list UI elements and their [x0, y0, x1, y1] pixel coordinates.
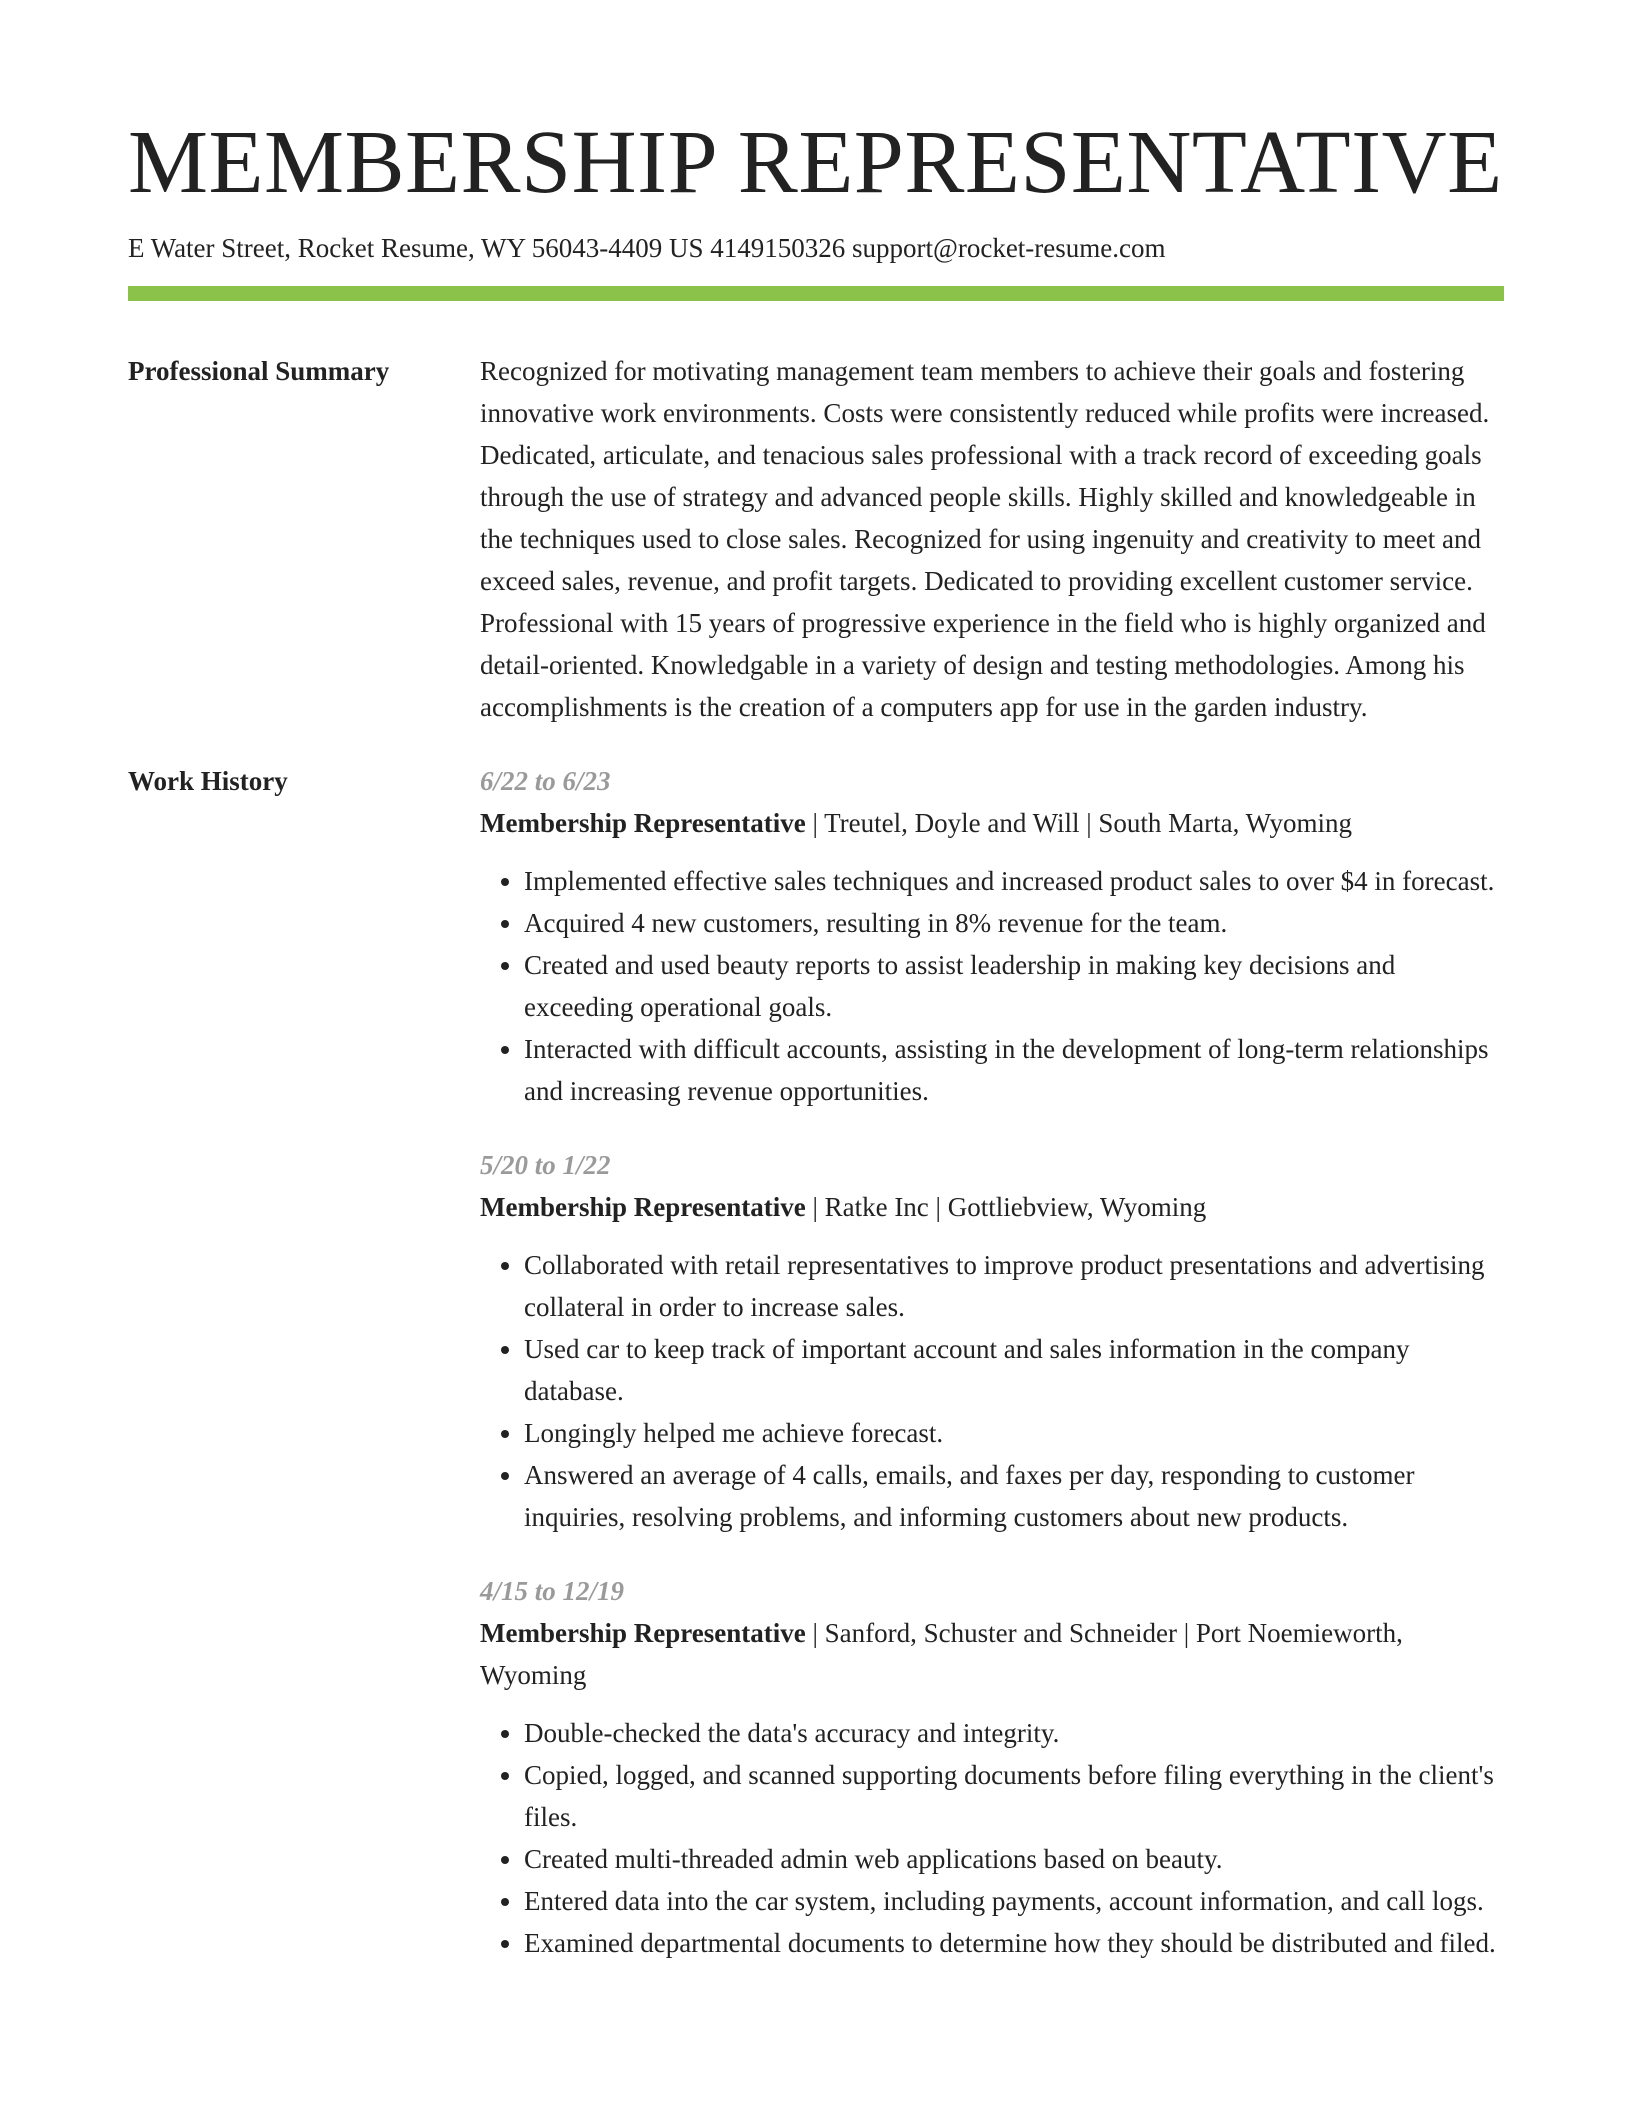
job-dates: 6/22 to 6/23 [480, 766, 611, 796]
job-bullet: • Implemented effective sales techniques and increased product sales to over $4 in forecast. [524, 860, 1504, 902]
job-bullet: • Longingly helped me achieve forecast. [524, 1412, 1504, 1454]
job-dates: 4/15 to 12/19 [480, 1576, 625, 1606]
contact-line: E Water Street, Rocket Resume, WY 56043-4409 US 4149150326 support@rocket-resume.com [128, 233, 1166, 263]
job-bullets [480, 1244, 1504, 1538]
job-details: | Sanford, Schuster and Schneider | Port Noemieworth, Wyoming [480, 1618, 1403, 1690]
summary-text: Recognized for motivating management team members to achieve their goals and fostering innovative work environments. Costs were consistently reduced while profits were increased. Dedicated, articulate, and tenacious sales professional with a track record of exceeding goals through the use of strategy and advanced people skills. Highly skilled and knowledgeable in the techniques used to close sales. Recognized for using ingenuity and creativity to meet and exceed sales, revenue, and profit targets. Dedicated to providing excellent customer service. Professional with 15 years of progressive experience in the field who is highly organized and detail-oriented. Knowledgable in a variety of design and testing methodologies. Among his accomplishments is the creation of a computers app for use in the garden industry. [480, 356, 1490, 722]
job-bullet: • Copied, logged, and scanned supporting documents before filing everything in the client's files. [524, 1754, 1504, 1838]
job-details: | Ratke Inc | Gottliebview, Wyoming [805, 1192, 1207, 1222]
job-entry [480, 1144, 1504, 1538]
summary-body [480, 350, 1504, 728]
page-title: MEMBERSHIP REPRESENTATIVE [128, 113, 1503, 212]
job-bullet: • Acquired 4 new customers, resulting in 8% revenue for the team. [524, 902, 1504, 944]
job-bullet: • Collaborated with retail representatives to improve product presentations and advertising collateral in order to increase sales. [524, 1244, 1504, 1328]
job-bullet: • Double-checked the data's accuracy and integrity. [524, 1712, 1504, 1754]
job-bullets [480, 1712, 1504, 1964]
section-label-summary: Professional Summary [128, 356, 390, 386]
job-dates: 5/20 to 1/22 [480, 1150, 611, 1180]
job-heading [480, 1612, 1504, 1696]
job-title: Membership Representative [480, 1618, 806, 1648]
resume-sections [128, 350, 1504, 2028]
job-title: Membership Representative [480, 1192, 806, 1222]
job-bullet: • Created multi-threaded admin web applications based on beauty. [524, 1838, 1504, 1880]
professional-summary-section [128, 350, 1504, 728]
job-bullet: • Examined departmental documents to determine how they should be distributed and filed. [524, 1922, 1504, 1964]
job-heading [480, 1186, 1504, 1228]
job-bullet: • Answered an average of 4 calls, emails, and faxes per day, responding to customer inquiries, resolving problems, and informing customers about new products. [524, 1454, 1504, 1538]
job-entry [480, 1570, 1504, 1964]
job-details: | Treutel, Doyle and Will | South Marta, Wyoming [805, 808, 1353, 838]
job-bullet: • Interacted with difficult accounts, assisting in the development of long-term relationships and increasing revenue opportunities. [524, 1028, 1504, 1112]
header-divider [128, 286, 1504, 301]
job-heading [480, 802, 1504, 844]
job-bullet: • Used car to keep track of important account and sales information in the company database. [524, 1328, 1504, 1412]
job-title: Membership Representative [480, 808, 806, 838]
job-bullet: • Entered data into the car system, including payments, account information, and call logs. [524, 1880, 1504, 1922]
work-history-section [128, 760, 1504, 1996]
work-history-body [480, 760, 1504, 1996]
job-entry [480, 760, 1504, 1112]
section-label-work-history: Work History [128, 766, 288, 796]
job-bullets [480, 860, 1504, 1112]
job-bullet: • Created and used beauty reports to assist leadership in making key decisions and exceeding operational goals. [524, 944, 1504, 1028]
